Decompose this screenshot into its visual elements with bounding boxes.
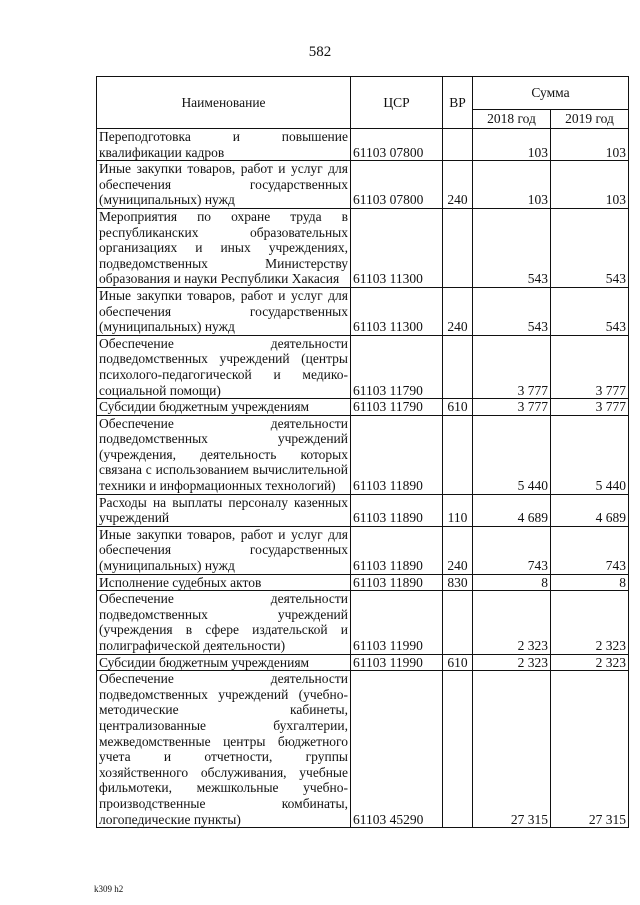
- row-vr-code: 240: [443, 161, 473, 209]
- row-amount-2019: 2 323: [551, 591, 629, 654]
- row-amount-2018: 543: [473, 287, 551, 335]
- row-amount-2018: 3 777: [473, 335, 551, 398]
- table-row: [97, 399, 629, 416]
- table-row: [97, 494, 629, 526]
- row-amount-2019: 743: [551, 526, 629, 574]
- row-amount-2018: 2 323: [473, 591, 551, 654]
- row-name-cell: [97, 671, 351, 828]
- row-vr-code: [443, 671, 473, 828]
- table-row: [97, 526, 629, 574]
- table-row: [97, 591, 629, 654]
- row-csr-code: 61103 07800: [351, 129, 443, 161]
- row-vr-code: 610: [443, 399, 473, 416]
- row-amount-2019: 27 315: [551, 671, 629, 828]
- row-csr-code: 61103 11890: [351, 494, 443, 526]
- row-csr-code: 61103 11890: [351, 526, 443, 574]
- row-amount-2019: 5 440: [551, 415, 629, 494]
- row-amount-2019: 3 777: [551, 335, 629, 398]
- row-name-cell: [97, 494, 351, 526]
- header-sum: Сумма: [473, 77, 629, 110]
- row-csr-code: 61103 11300: [351, 287, 443, 335]
- row-name-cell: [97, 574, 351, 591]
- row-amount-2018: 103: [473, 161, 551, 209]
- row-name: Обеспечение деятельности подведомственных учреждений (учреждения, деятельность которых связана с использованием вычислительной техники и информационных технологий): [99, 415, 348, 494]
- header-year-2019: 2019 год: [551, 110, 629, 129]
- row-amount-2019: 3 777: [551, 399, 629, 416]
- page-number: 582: [308, 44, 332, 60]
- table-row: [97, 574, 629, 591]
- table-row: [97, 208, 629, 287]
- table-row: [97, 335, 629, 398]
- row-name-cell: [97, 526, 351, 574]
- row-vr-code: 110: [443, 494, 473, 526]
- row-amount-2018: 2 323: [473, 654, 551, 671]
- row-csr-code: 61103 45290: [351, 671, 443, 828]
- row-amount-2019: 543: [551, 287, 629, 335]
- row-vr-code: 240: [443, 287, 473, 335]
- row-csr-code: 61103 11890: [351, 415, 443, 494]
- table-row: [97, 287, 629, 335]
- row-csr-code: 61103 07800: [351, 161, 443, 209]
- row-name-cell: [97, 287, 351, 335]
- row-amount-2018: 5 440: [473, 415, 551, 494]
- row-amount-2018: 4 689: [473, 494, 551, 526]
- row-name: Иные закупки товаров, работ и услуг для обеспечения государственных (муниципальных) нужд: [99, 526, 348, 574]
- row-amount-2019: 103: [551, 161, 629, 209]
- row-name: Иные закупки товаров, работ и услуг для обеспечения государственных (муниципальных) нужд: [99, 161, 348, 208]
- row-vr-code: [443, 335, 473, 398]
- table-row: [97, 161, 629, 209]
- row-name: Обеспечение деятельности подведомственных учреждений (учреждения в сфере издательской и полиграфической деятельности): [99, 591, 348, 653]
- row-csr-code: 61103 11990: [351, 654, 443, 671]
- row-name-cell: [97, 415, 351, 494]
- row-csr-code: 61103 11790: [351, 335, 443, 398]
- row-name-cell: [97, 208, 351, 287]
- row-amount-2018: 743: [473, 526, 551, 574]
- row-name: Исполнение судебных актов: [99, 574, 262, 590]
- table-row: [97, 654, 629, 671]
- row-name-cell: [97, 399, 351, 416]
- row-amount-2018: 3 777: [473, 399, 551, 416]
- header-name: Наименование: [97, 77, 351, 129]
- table-body: [97, 129, 629, 828]
- row-amount-2019: 2 323: [551, 654, 629, 671]
- row-vr-code: [443, 591, 473, 654]
- row-amount-2019: 103: [551, 129, 629, 161]
- row-amount-2019: 543: [551, 208, 629, 287]
- row-amount-2018: 103: [473, 129, 551, 161]
- row-vr-code: [443, 415, 473, 494]
- row-amount-2018: 27 315: [473, 671, 551, 828]
- row-name-cell: [97, 161, 351, 209]
- row-name-cell: [97, 591, 351, 654]
- row-amount-2019: 8: [551, 574, 629, 591]
- row-csr-code: 61103 11790: [351, 399, 443, 416]
- row-name: Обеспечение деятельности подведомственных учреждений (учебно-методические кабинеты, централизованные бухгалтерии, межведомственные центры бюджетного учета и отчетности, группы хозяйственного обслуживания, учебные фильмотеки, межшкольные учебно-производственные комбинаты, логопедические пункты): [99, 671, 348, 827]
- row-vr-code: 830: [443, 574, 473, 591]
- row-name-cell: [97, 335, 351, 398]
- row-vr-code: [443, 129, 473, 161]
- row-name: Иные закупки товаров, работ и услуг для обеспечения государственных (муниципальных) нужд: [99, 287, 348, 335]
- row-vr-code: 610: [443, 654, 473, 671]
- row-name-cell: [97, 654, 351, 671]
- row-name: Обеспечение деятельности подведомственных учреждений (центры психолого-педагогической и медико-социальной помощи): [99, 335, 348, 398]
- row-csr-code: 61103 11890: [351, 574, 443, 591]
- header-vr: ВР: [443, 77, 473, 129]
- row-name: Мероприятия по охране труда в республиканских образовательных организациях и иных учреждениях, подведомственных Министерству образования и науки Республики Хакасия: [99, 208, 348, 287]
- row-name: Переподготовка и повышение квалификации кадров: [99, 129, 348, 160]
- row-amount-2019: 4 689: [551, 494, 629, 526]
- table-row: [97, 415, 629, 494]
- footer-code: k309 h2: [94, 884, 124, 894]
- table-row: [97, 129, 629, 161]
- row-amount-2018: 8: [473, 574, 551, 591]
- row-amount-2018: 543: [473, 208, 551, 287]
- row-vr-code: [443, 208, 473, 287]
- row-vr-code: 240: [443, 526, 473, 574]
- row-name: Расходы на выплаты персоналу казенных учреждений: [99, 494, 348, 526]
- row-name: Субсидии бюджетным учреждениям: [99, 654, 310, 670]
- row-csr-code: 61103 11990: [351, 591, 443, 654]
- header-csr: ЦСР: [351, 77, 443, 129]
- header-year-2018: 2018 год: [473, 110, 551, 129]
- row-csr-code: 61103 11300: [351, 208, 443, 287]
- table-row: [97, 671, 629, 828]
- budget-table: [96, 76, 629, 828]
- row-name: Субсидии бюджетным учреждениям: [99, 399, 310, 415]
- row-name-cell: [97, 129, 351, 161]
